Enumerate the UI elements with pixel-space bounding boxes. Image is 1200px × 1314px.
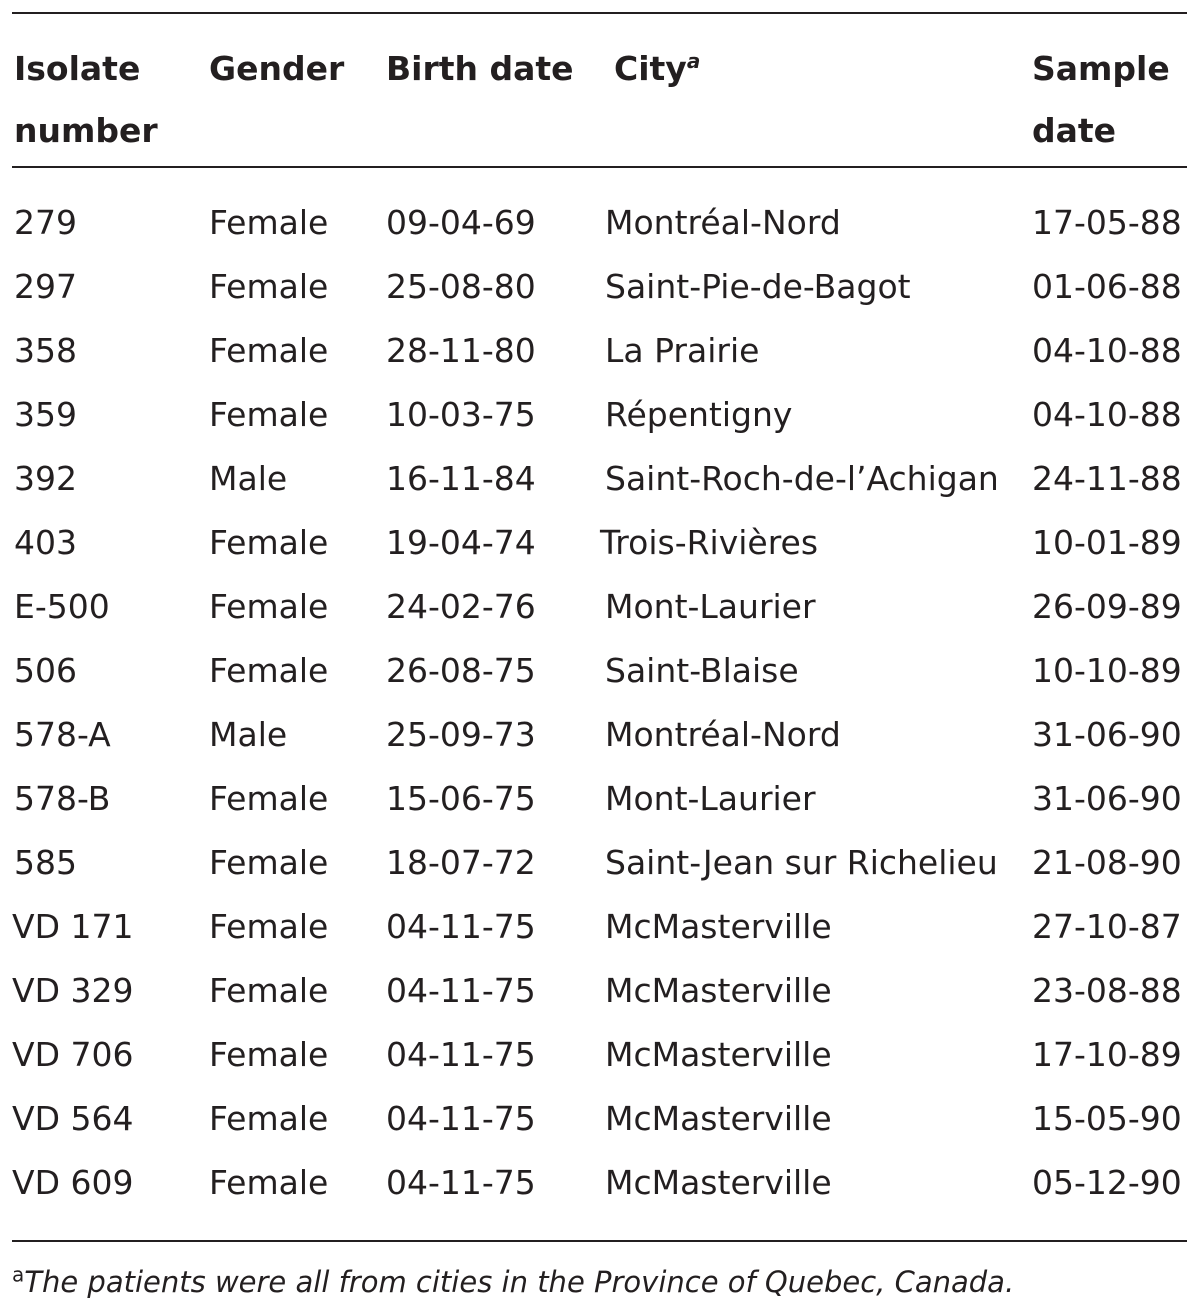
cell-isolate-number: E-500 — [14, 587, 110, 626]
cell-gender: Female — [209, 1163, 329, 1202]
header-gender: Gender — [209, 49, 345, 88]
cell-sample-date: 01-06-88 — [1032, 267, 1182, 306]
cell-birth-date: 28-11-80 — [386, 331, 536, 370]
cell-gender: Female — [209, 587, 329, 626]
cell-birth-date: 15-06-75 — [386, 779, 536, 818]
cell-city: McMasterville — [605, 907, 832, 946]
cell-city: Saint-Blaise — [605, 651, 799, 690]
table-bottom-rule — [12, 1240, 1187, 1242]
cell-sample-date: 10-01-89 — [1032, 523, 1182, 562]
cell-birth-date: 16-11-84 — [386, 459, 536, 498]
cell-isolate-number: 506 — [14, 651, 77, 690]
footnote-text: The patients were all from cities in the Province of Quebec, Canada. — [24, 1265, 1015, 1299]
cell-isolate-number: 358 — [14, 331, 77, 370]
cell-gender: Female — [209, 971, 329, 1010]
cell-city: Saint-Pie-de-Bagot — [605, 267, 911, 306]
cell-isolate-number: VD 171 — [12, 907, 134, 946]
cell-birth-date: 26-08-75 — [386, 651, 536, 690]
table-row — [0, 511, 1200, 575]
cell-isolate-number: 392 — [14, 459, 77, 498]
cell-sample-date: 26-09-89 — [1032, 587, 1182, 626]
cell-isolate-number: VD 329 — [12, 971, 134, 1010]
table-row — [0, 383, 1200, 447]
cell-city: Saint-Jean sur Richelieu — [605, 843, 998, 882]
table-row — [0, 575, 1200, 639]
header-rule — [12, 166, 1187, 168]
cell-city: Montréal-Nord — [605, 203, 841, 242]
cell-gender: Female — [209, 267, 329, 306]
cell-sample-date: 04-10-88 — [1032, 331, 1182, 370]
cell-isolate-number: 359 — [14, 395, 77, 434]
cell-gender: Female — [209, 331, 329, 370]
header-city: City$^a$ — [614, 49, 701, 88]
cell-birth-date: 04-11-75 — [386, 907, 536, 946]
cell-city: Répentigny — [605, 395, 793, 434]
cell-birth-date: 04-11-75 — [386, 1099, 536, 1138]
table-row — [0, 831, 1200, 895]
cell-sample-date: 17-10-89 — [1032, 1035, 1182, 1074]
cell-sample-date: 24-11-88 — [1032, 459, 1182, 498]
table-row — [0, 447, 1200, 511]
cell-city: Mont-Laurier — [605, 779, 816, 818]
cell-sample-date: 23-08-88 — [1032, 971, 1182, 1010]
cell-gender: Female — [209, 907, 329, 946]
cell-birth-date: 24-02-76 — [386, 587, 536, 626]
cell-city: La Prairie — [605, 331, 760, 370]
table-row — [0, 1023, 1200, 1087]
table-row — [0, 639, 1200, 703]
footnote-mark: a — [12, 1262, 25, 1287]
cell-gender: Female — [209, 395, 329, 434]
cell-birth-date: 25-09-73 — [386, 715, 536, 754]
cell-city: McMasterville — [605, 1099, 832, 1138]
table-footnote — [12, 1262, 1014, 1302]
header-city-footnote-mark: a — [686, 49, 701, 73]
cell-sample-date: 15-05-90 — [1032, 1099, 1182, 1138]
cell-gender: Female — [209, 523, 329, 562]
header-sample-date: Sample date — [1032, 49, 1170, 150]
cell-city: Saint-Roch-de-l’Achigan — [605, 459, 999, 498]
cell-birth-date: 19-04-74 — [386, 523, 536, 562]
cell-gender: Female — [209, 203, 329, 242]
cell-sample-date: 10-10-89 — [1032, 651, 1182, 690]
cell-isolate-number: VD 564 — [12, 1099, 134, 1138]
cell-city: McMasterville — [605, 971, 832, 1010]
cell-gender: Female — [209, 651, 329, 690]
table-row — [0, 191, 1200, 255]
cell-city: Trois-Rivières — [600, 523, 819, 562]
table-row — [0, 255, 1200, 319]
cell-isolate-number: 279 — [14, 203, 77, 242]
cell-birth-date: 18-07-72 — [386, 843, 536, 882]
table-row — [0, 895, 1200, 959]
cell-city: McMasterville — [605, 1035, 832, 1074]
cell-gender: Female — [209, 843, 329, 882]
header-isolate-number: Isolate number — [14, 49, 158, 150]
table-top-rule — [12, 12, 1187, 14]
table-row — [0, 767, 1200, 831]
cell-gender: Male — [209, 715, 288, 754]
cell-sample-date: 21-08-90 — [1032, 843, 1182, 882]
cell-isolate-number: 578-A — [14, 715, 111, 754]
cell-gender: Female — [209, 779, 329, 818]
cell-birth-date: 09-04-69 — [386, 203, 536, 242]
cell-isolate-number: VD 706 — [12, 1035, 134, 1074]
cell-city: Mont-Laurier — [605, 587, 816, 626]
table-row — [0, 1151, 1200, 1215]
cell-city: Montréal-Nord — [605, 715, 841, 754]
header-birth-date: Birth date — [386, 49, 574, 88]
table-row — [0, 959, 1200, 1023]
cell-sample-date: 31-06-90 — [1032, 779, 1182, 818]
cell-sample-date: 04-10-88 — [1032, 395, 1182, 434]
cell-gender: Female — [209, 1035, 329, 1074]
cell-sample-date: 05-12-90 — [1032, 1163, 1182, 1202]
cell-birth-date: 04-11-75 — [386, 1163, 536, 1202]
table-row — [0, 319, 1200, 383]
cell-sample-date: 27-10-87 — [1032, 907, 1182, 946]
cell-gender: Female — [209, 1099, 329, 1138]
cell-isolate-number: 403 — [14, 523, 77, 562]
table-row — [0, 703, 1200, 767]
cell-birth-date: 10-03-75 — [386, 395, 536, 434]
cell-gender: Male — [209, 459, 288, 498]
table-row — [0, 1087, 1200, 1151]
cell-sample-date: 31-06-90 — [1032, 715, 1182, 754]
cell-isolate-number: 585 — [14, 843, 77, 882]
cell-birth-date: 04-11-75 — [386, 971, 536, 1010]
cell-isolate-number: 578-B — [14, 779, 111, 818]
cell-birth-date: 04-11-75 — [386, 1035, 536, 1074]
cell-birth-date: 25-08-80 — [386, 267, 536, 306]
cell-city: McMasterville — [605, 1163, 832, 1202]
cell-isolate-number: 297 — [14, 267, 77, 306]
cell-isolate-number: VD 609 — [12, 1163, 134, 1202]
cell-sample-date: 17-05-88 — [1032, 203, 1182, 242]
